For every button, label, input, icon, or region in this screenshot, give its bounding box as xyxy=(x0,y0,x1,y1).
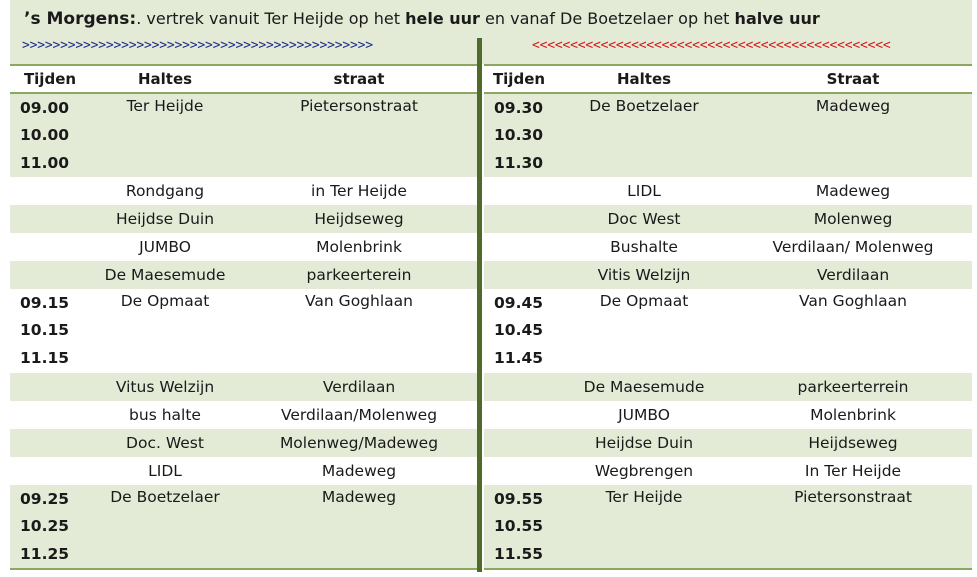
table-row xyxy=(484,485,972,569)
departure-time: 10.15 xyxy=(20,321,70,340)
table-row xyxy=(10,485,478,569)
stop-name: Heijdse Duin xyxy=(554,429,734,457)
schedule-table-left xyxy=(10,64,478,570)
stop-name: Vitus Welzijn xyxy=(90,373,240,401)
header-row xyxy=(484,65,972,93)
table-row xyxy=(10,93,478,177)
departure-time: 09.30 xyxy=(494,99,544,117)
departure-time: 11.45 xyxy=(494,348,544,367)
header-row xyxy=(10,65,478,93)
street-name: Molenweg xyxy=(734,205,972,233)
stop-name: De Maesemude xyxy=(554,373,734,401)
stop-name: Rondgang xyxy=(90,177,240,205)
street-name: Verdilaan/ Molenweg xyxy=(734,233,972,261)
departure-time: 10.45 xyxy=(494,321,544,340)
departure-time: 11.15 xyxy=(20,348,70,367)
table-row xyxy=(10,177,478,205)
stop-name: JUMBO xyxy=(554,401,734,429)
street-name: Heijdseweg xyxy=(240,205,478,233)
departure-times xyxy=(484,177,554,205)
stop-name: Ter Heijde xyxy=(554,485,734,569)
street-name: Madeweg xyxy=(734,177,972,205)
direction-arrows-right: >>>>>>>>>>>>>>>>>>>>>>>>>>>>>>>>>>>>>>>>>>>>>> xyxy=(22,38,373,53)
stop-name: JUMBO xyxy=(90,233,240,261)
stop-name: De Opmaat xyxy=(554,289,734,373)
col-header-times: Tijden xyxy=(484,65,554,93)
stop-name: Wegbrengen xyxy=(554,457,734,485)
table-row xyxy=(484,233,972,261)
table-row xyxy=(484,261,972,289)
stop-name: LIDL xyxy=(554,177,734,205)
stop-name: Heijdse Duin xyxy=(90,205,240,233)
street-name: parkeerterein xyxy=(240,261,478,289)
stop-name: Vitis Welzijn xyxy=(554,261,734,289)
street-name: Madeweg xyxy=(734,93,972,177)
departure-time: 09.55 xyxy=(494,490,544,508)
street-name: Verdilaan xyxy=(240,373,478,401)
col-header-street: Straat xyxy=(734,65,972,93)
departure-time: 11.00 xyxy=(20,153,70,172)
table-row xyxy=(10,261,478,289)
street-name: Pietersonstraat xyxy=(240,93,478,177)
col-header-street: straat xyxy=(240,65,478,93)
departure-times xyxy=(484,233,554,261)
col-header-times: Tijden xyxy=(10,65,90,93)
departure-time: 10.25 xyxy=(20,517,70,536)
street-name: Van Goghlaan xyxy=(734,289,972,373)
stop-name: bus halte xyxy=(90,401,240,429)
intro-text-1: . vertrek vanuit Ter Heijde op het xyxy=(136,9,406,28)
departure-time: 09.15 xyxy=(20,294,70,312)
stop-name: Bushalte xyxy=(554,233,734,261)
street-name: Verdilaan xyxy=(734,261,972,289)
departure-time: 11.25 xyxy=(20,544,70,563)
street-name: Madeweg xyxy=(240,485,478,569)
departure-times xyxy=(484,289,554,373)
direction-arrows-left: <<<<<<<<<<<<<<<<<<<<<<<<<<<<<<<<<<<<<<<<<<<<<<< xyxy=(532,38,891,53)
street-name: Van Goghlaan xyxy=(240,289,478,373)
col-header-stops: Haltes xyxy=(90,65,240,93)
center-divider xyxy=(477,38,482,572)
departure-time: 10.30 xyxy=(494,126,544,145)
table-row xyxy=(484,93,972,177)
stop-name: De Opmaat xyxy=(90,289,240,373)
intro-bold-2: halve uur xyxy=(734,9,820,28)
departure-times xyxy=(10,401,90,429)
intro-line xyxy=(24,8,974,30)
departure-times xyxy=(484,485,554,569)
departure-times xyxy=(484,457,554,485)
departure-time: 10.55 xyxy=(494,517,544,536)
table-row xyxy=(10,401,478,429)
street-name: Molenweg/Madeweg xyxy=(240,429,478,457)
street-name: in Ter Heijde xyxy=(240,177,478,205)
stop-name: De Boetzelaer xyxy=(554,93,734,177)
table-row xyxy=(484,289,972,373)
street-name: Molenbrink xyxy=(240,233,478,261)
street-name: In Ter Heijde xyxy=(734,457,972,485)
col-header-stops: Haltes xyxy=(554,65,734,93)
departure-times xyxy=(10,261,90,289)
table-row xyxy=(484,457,972,485)
table-row xyxy=(10,429,478,457)
stop-name: Doc West xyxy=(554,205,734,233)
departure-times xyxy=(10,429,90,457)
street-name: Molenbrink xyxy=(734,401,972,429)
street-name: Madeweg xyxy=(240,457,478,485)
departure-times xyxy=(10,205,90,233)
departure-time: 11.55 xyxy=(494,544,544,563)
stop-name: De Maesemude xyxy=(90,261,240,289)
departure-times xyxy=(10,457,90,485)
table-row xyxy=(484,373,972,401)
departure-times xyxy=(10,177,90,205)
stop-name: LIDL xyxy=(90,457,240,485)
departure-time: 09.25 xyxy=(20,490,70,508)
street-name: parkeerterrein xyxy=(734,373,972,401)
table-row xyxy=(10,457,478,485)
departure-times xyxy=(484,429,554,457)
departure-times xyxy=(10,93,90,177)
intro-text-2: en vanaf De Boetzelaer op het xyxy=(479,9,735,28)
schedule-table-right xyxy=(484,64,972,570)
street-name: Verdilaan/Molenweg xyxy=(240,401,478,429)
header-band xyxy=(10,0,972,64)
departure-times xyxy=(10,289,90,373)
stop-name: De Boetzelaer xyxy=(90,485,240,569)
street-name: Pietersonstraat xyxy=(734,485,972,569)
street-name: Heijdseweg xyxy=(734,429,972,457)
stop-name: Doc. West xyxy=(90,429,240,457)
departure-time: 09.00 xyxy=(20,99,70,117)
departure-times xyxy=(484,401,554,429)
departure-time: 10.00 xyxy=(20,126,70,145)
intro-lead: ’s Morgens: xyxy=(24,9,137,29)
table-row xyxy=(484,205,972,233)
departure-times xyxy=(10,233,90,261)
table-row xyxy=(484,401,972,429)
departure-times xyxy=(484,205,554,233)
departure-time: 11.30 xyxy=(494,153,544,172)
departure-times xyxy=(10,485,90,569)
stop-name: Ter Heijde xyxy=(90,93,240,177)
intro-bold-1: hele uur xyxy=(405,9,480,28)
departure-times xyxy=(484,93,554,177)
table-row xyxy=(10,289,478,373)
table-row xyxy=(484,177,972,205)
departure-time: 09.45 xyxy=(494,294,544,312)
departure-times xyxy=(10,373,90,401)
table-row xyxy=(10,233,478,261)
table-row xyxy=(10,373,478,401)
table-row xyxy=(10,205,478,233)
departure-times xyxy=(484,373,554,401)
table-row xyxy=(484,429,972,457)
departure-times xyxy=(484,261,554,289)
